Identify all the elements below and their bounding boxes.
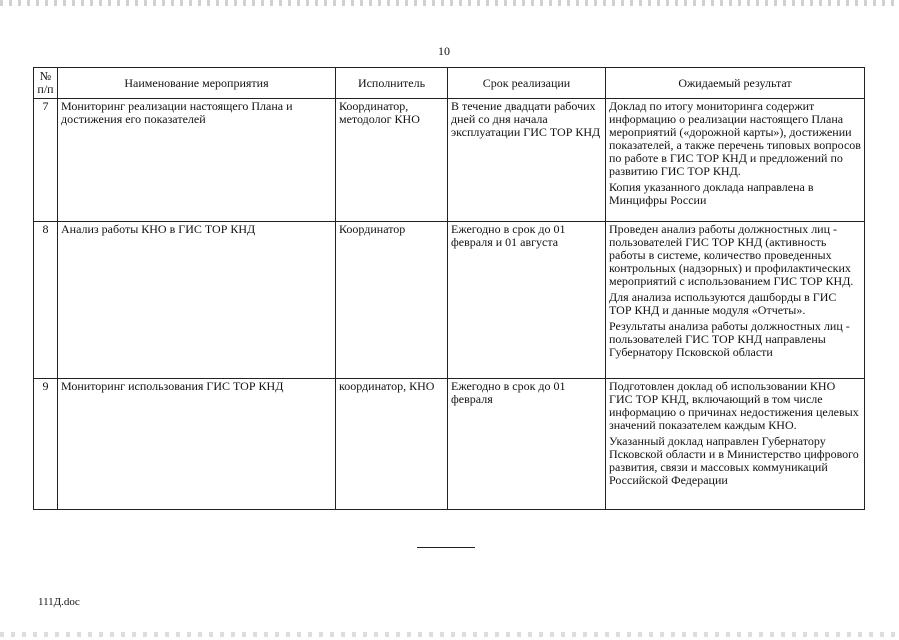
row-executor: координатор, КНО: [336, 379, 448, 510]
row-activity-name: Анализ работы КНО в ГИС ТОР КНД: [58, 222, 336, 379]
scan-edge-bottom: [0, 632, 899, 637]
row-number: 7: [34, 99, 58, 222]
result-paragraph: Подготовлен доклад об использовании КНО ГИС ТОР КНД, включающий в том числе информацию о причинах недостижения целевых значений показателем каждым КНО.: [609, 379, 859, 432]
row-executor: Координатор: [336, 222, 448, 379]
roadmap-table: [33, 67, 865, 510]
row-expected-result: [606, 99, 865, 222]
row-activity-name: Мониторинг использования ГИС ТОР КНД: [58, 379, 336, 510]
separator-line: [417, 547, 475, 548]
table-row: [34, 99, 865, 222]
row-deadline: В течение двадцати рабочих дней со дня начала эксплуатации ГИС ТОР КНД: [448, 99, 606, 222]
header-name: Наименование мероприятия: [58, 68, 336, 99]
row-activity-name: Мониторинг реализации настоящего Плана и достижения его показателей: [58, 99, 336, 222]
table-header-row: [34, 68, 865, 99]
page-number: 10: [438, 44, 450, 58]
row-expected-result: [606, 222, 865, 379]
row-deadline: Ежегодно в срок до 01 февраля: [448, 379, 606, 510]
row-number: 8: [34, 222, 58, 379]
table-row: [34, 379, 865, 510]
row-executor: Координатор, методолог КНО: [336, 99, 448, 222]
header-num: № п/п: [34, 68, 58, 99]
result-paragraph: Указанный доклад направлен Губернатору Псковской области и в Министерство цифрового развития, связи и массовых коммуникаций Российской Федерации: [609, 434, 859, 487]
result-paragraph: Для анализа используются дашборды в ГИС ТОР КНД и данные модуля «Отчеты».: [609, 290, 837, 317]
header-executor: Исполнитель: [336, 68, 448, 99]
header-deadline: Срок реализации: [448, 68, 606, 99]
result-paragraph: Проведен анализ работы должностных лиц - пользователей ГИС ТОР КНД (активность работы в системе, количество проведенных контрольных (надзорных) и профилактических мероприятий с использованием ГИС ТОР КНД.: [609, 222, 854, 288]
scan-edge-top: [0, 0, 899, 6]
table-row: [34, 222, 865, 379]
header-result: Ожидаемый результат: [606, 68, 865, 99]
row-deadline: Ежегодно в срок до 01 февраля и 01 августа: [448, 222, 606, 379]
row-expected-result: [606, 379, 865, 510]
row-number: 9: [34, 379, 58, 510]
result-paragraph: Копия указанного доклада направлена в Минцифры России: [609, 180, 814, 207]
result-paragraph: Доклад по итогу мониторинга содержит информацию о реализации настоящего Плана мероприятий («дорожной карты»), достижении показателей, а также перечень типовых вопросов по работе в ГИС ТОР КНД и предложений по развитию ГИС ТОР КНД.: [609, 99, 861, 178]
result-paragraph: Результаты анализа работы должностных лиц - пользователей ГИС ТОР КНД направлены Губернатору Псковской области: [609, 319, 850, 359]
footer-file-name: 111Д.doc: [38, 596, 80, 608]
